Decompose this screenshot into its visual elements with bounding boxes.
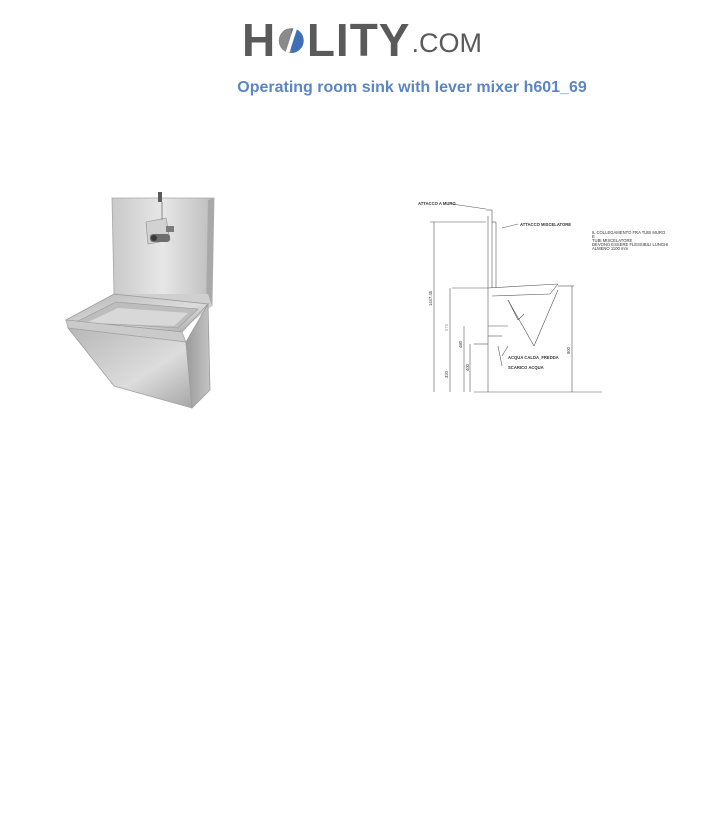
dim-575: 575: [444, 324, 449, 331]
note-line-1: IL COLLEGAMENTO FRA TUBI MURO: [592, 230, 666, 235]
label-mixer-attachment: ATTACCO MISCELATORE: [520, 222, 572, 227]
logo-suffix: .COM: [411, 28, 482, 58]
dim-900: 900: [566, 347, 571, 354]
note-line-5: ALMENO 1100 mm: [592, 246, 628, 251]
dim-320: 320: [444, 371, 449, 378]
logo-text-lity: LITY: [306, 14, 411, 66]
logo-text-h: H: [242, 14, 277, 66]
sink-technical-drawing: [412, 196, 674, 396]
label-wall-attachment: ATTACCO A MURO: [418, 201, 456, 206]
logo-o-icon: [277, 17, 306, 63]
dim-400: 400: [465, 364, 470, 371]
note-line-3: TUBI MISCELATORE: [592, 238, 633, 243]
label-water-drain: SCARICO ACQUA: [508, 365, 544, 370]
note-line-4: DEVONO ESSERE FLESSIBILI LUNGHI: [592, 242, 669, 247]
dim-total-height: 1447.45: [428, 290, 433, 306]
sink-product-photo: [62, 190, 218, 412]
holity-logo[interactable]: [242, 12, 482, 68]
note-line-2: E: [592, 234, 595, 239]
product-title: Operating room sink with lever mixer h601_69: [237, 79, 587, 96]
label-hot-cold-water: ACQUA CALDA_FREDDA: [508, 355, 559, 360]
dim-480: 480: [458, 341, 463, 348]
